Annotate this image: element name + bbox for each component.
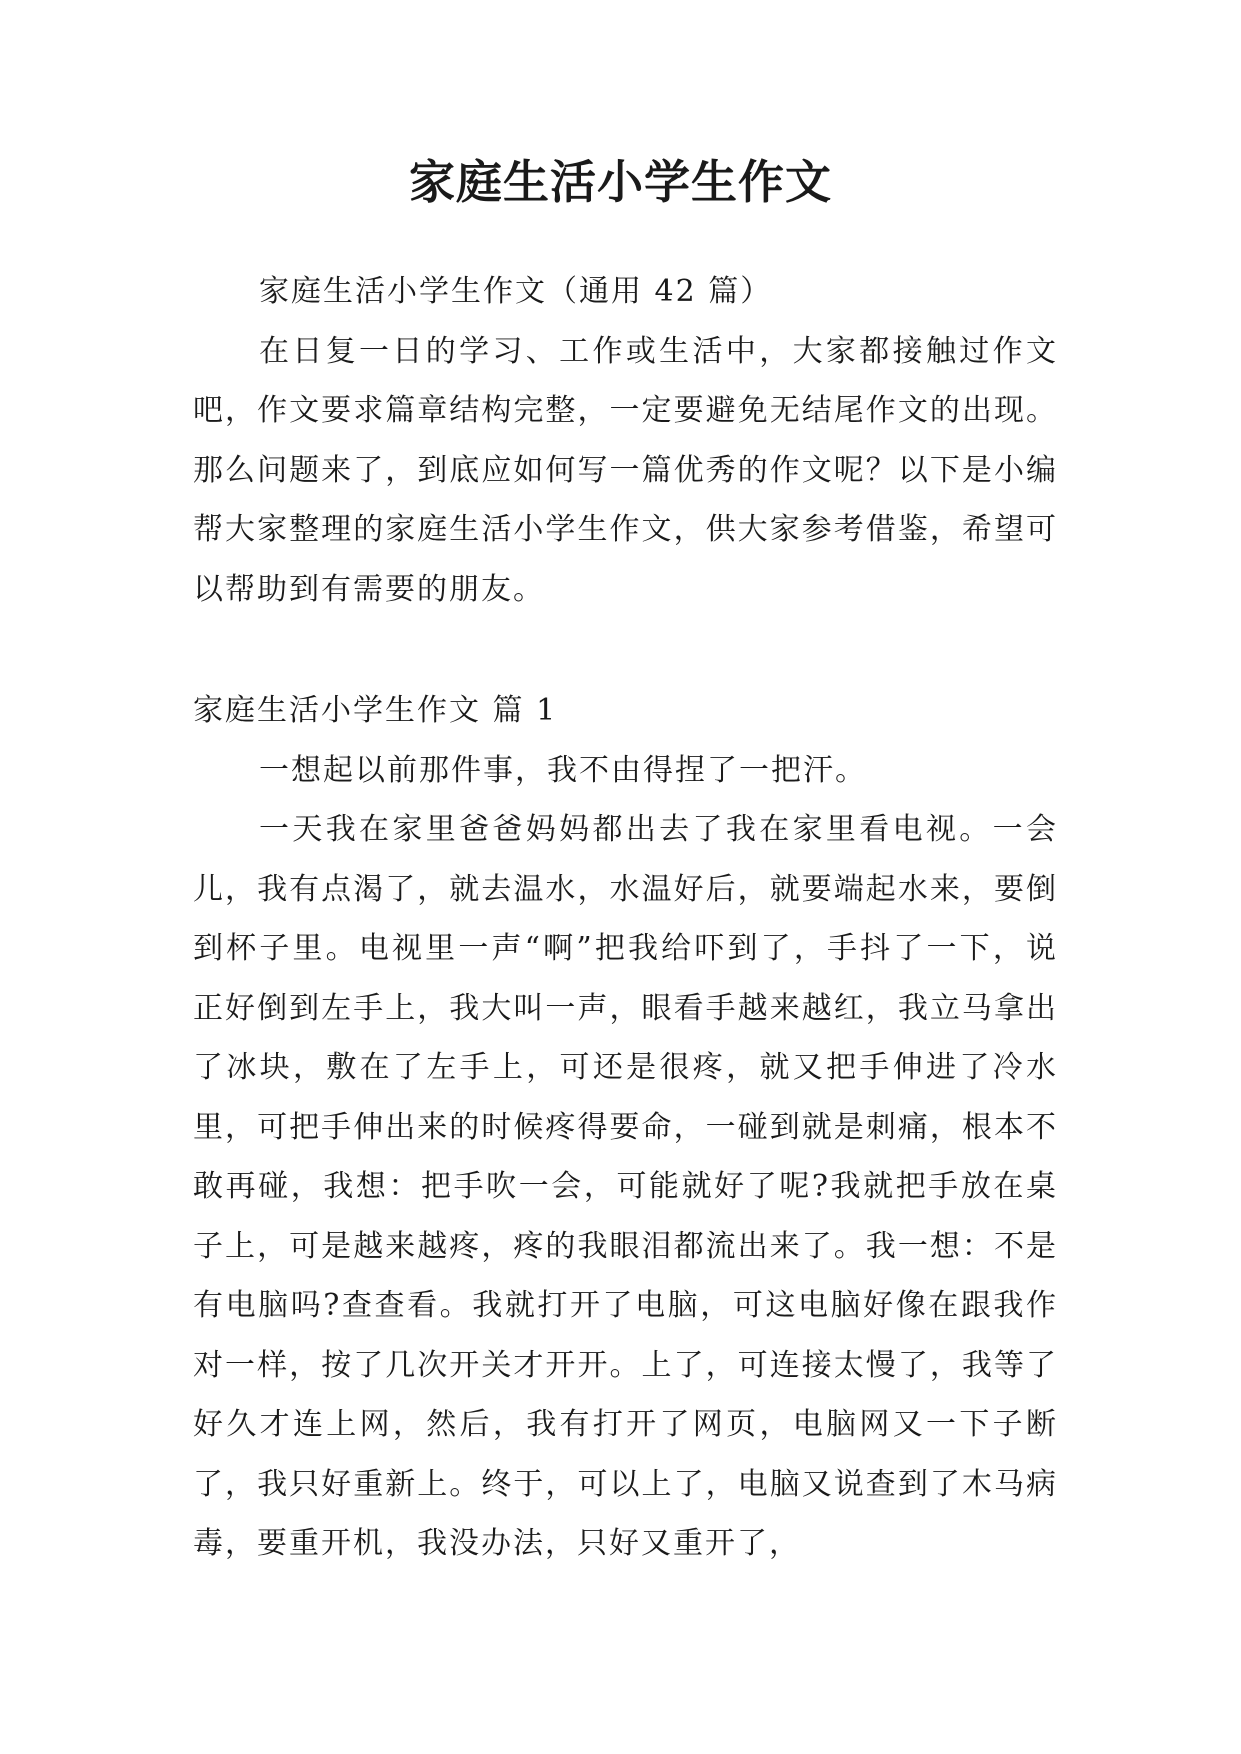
intro-paragraph: 在日复一日的学习、工作或生活中，大家都接触过作文吧，作文要求篇章结构完整，一定要避免无结尾作文的出现。那么问题来了，到底应如何写一篇优秀的作文呢？以下是小编帮大家整理的家庭生活小学生作文，供大家参考借鉴，希望可以帮助到有需要的朋友。 xyxy=(193,333,1058,607)
document-subtitle: 家庭生活小学生作文（通用 42 篇） xyxy=(259,274,773,309)
document-body xyxy=(193,262,1058,1574)
body-paragraph: 一想起以前那件事，我不由得捏了一把汗。 xyxy=(259,752,867,788)
document-title: 家庭生活小学生作文 xyxy=(409,155,832,209)
section-heading: 家庭生活小学生作文 篇 1 xyxy=(193,693,558,728)
body-paragraph: 一天我在家里爸爸妈妈都出去了我在家里看电视。一会儿，我有点渴了，就去温水，水温好后，就要端起水来，要倒到杯子里。电视里一声“啊”把我给吓到了，手抖了一下，说正好倒到左手上，我大叫一声，眼看手越来越红，我立马拿出了冰块，敷在了左手上，可还是很疼，就又把手伸进了冷水里，可把手伸出来的时候疼得要命，一碰到就是刺痛，根本不敢再碰，我想：把手吹一会，可能就好了呢?我就把手放在桌子上，可是越来越疼，疼的我眼泪都流出来了。我一想：不是有电脑吗?查查看。我就打开了电脑，可这电脑好像在跟我作对一样，按了几次开关才开开。上了，可连接太慢了，我等了好久才连上网，然后，我有打开了网页，电脑网又一下子断了，我只好重新上。终于，可以上了，电脑又说查到了木马病毒，要重开机，我没办法，只好又重开了， xyxy=(193,812,1058,1561)
